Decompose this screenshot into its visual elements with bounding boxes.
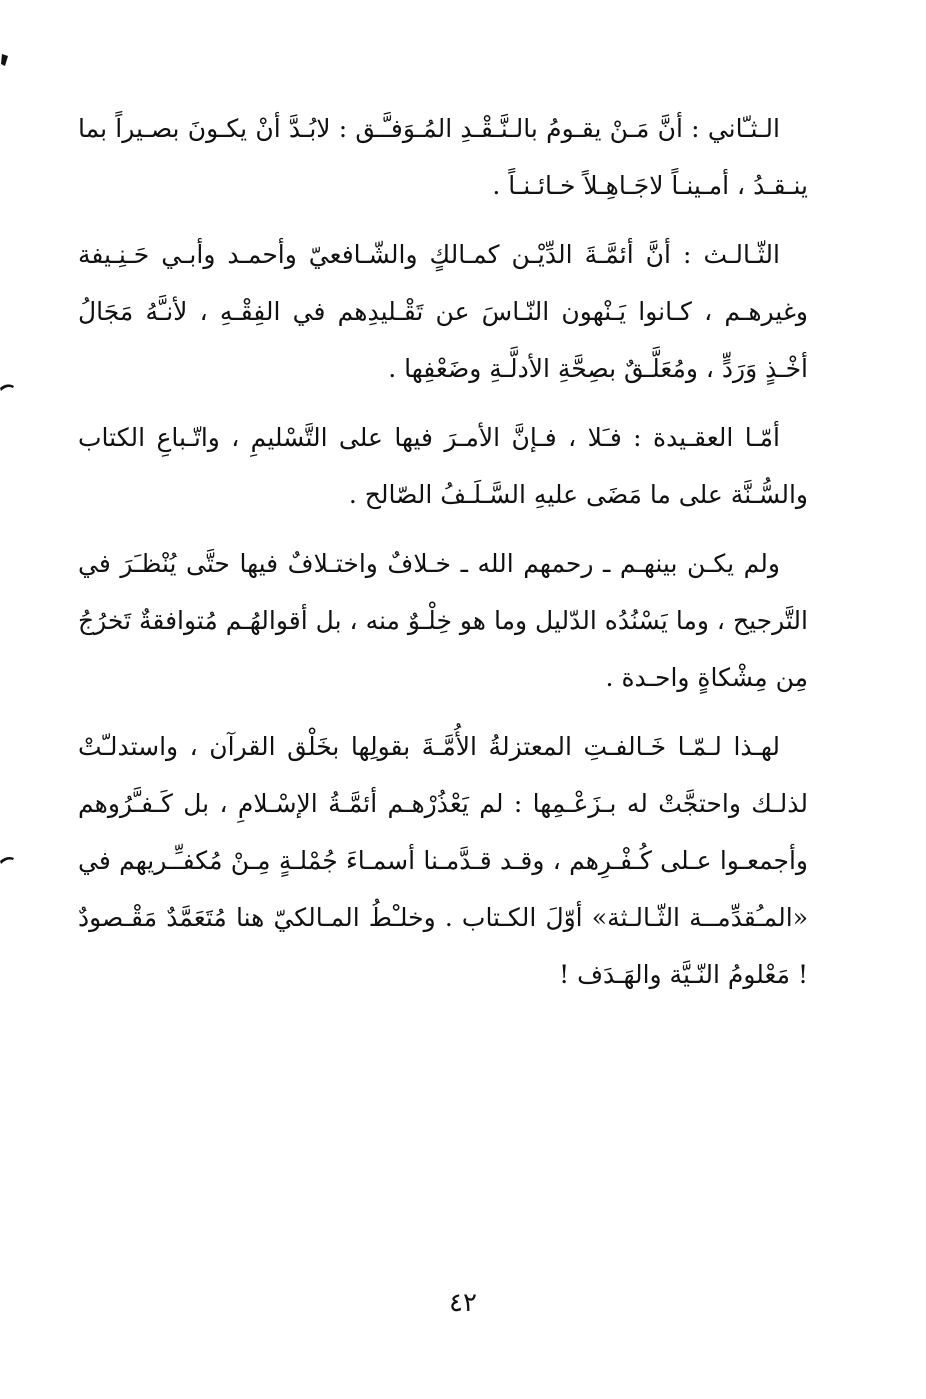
paragraph-mutazila: لهـذا لـمّـا خَـالفـتِ المعتزلةُ الأُمَّـةَ بقولِها بخَلْق القرآن ، واستدلـّتْ لذلـك واحتجَّتْ له بـزَعْـمِها : لم يَعْذُرْهـم أئمَّـةُ الإسْـلامِ ، بل كَـفـَّرُوهم وأجمعـوا عـلى كُـفْـرِهم ، وقـد قـدَّمـنا أسمـاءَ جُمْلـةٍ مِـنْ مُكفـِّـريهم في «المـُقدِّمــة الثّـالـثة» أوّلَ الكـتاب . وخلـْطُ المـالكيّ هنا مُتَعَمَّدٌ مَقْـصودٌ ! مَعْلومُ النّـيَّة والهَـدَف ! — [78, 732, 808, 989]
scan-edge-mark — [0, 853, 14, 869]
scan-edge-mark — [0, 380, 14, 396]
paragraph-no-disagreement: ولم يكـن بينهـم ـ رحمهم الله ـ خـلافٌ واختـلافٌ فيها حتَّى يُنْظـَرَ في التَّرجيح ، وما يَسْنُدُه الدّليل وما هو خِلْـوٌ منه ، بل أقوالهُـم مُتوافقةٌ تَخرُجُ مِن مِشْكاةٍ واحـدة . — [78, 549, 808, 692]
paragraph-third-point: الثّـالـث : أنَّ أئمَّـةَ الدِّيْـن كمـالكٍ والشّـافعيّ وأحمـد وأبـي حَـنِـيفة وغيرهـم ، كـانوا يَـنْهون النّـاسَ عن تَقْـليدِهم في الفِقْـهِ ، لأنـَّهُ مَجَالُ أخْـذٍ وَرَدٍّ ، ومُعَلَّـقٌ بصِحَّةِ الأدلَّـةِ وضَعْفِها . — [78, 240, 808, 383]
scan-edge-mark — [0, 52, 14, 68]
paragraph-creed: أمّـا العقـيدة : فـَلا ، فـإنَّ الأمـرَ فيها على التَّسْليمِ ، واتّـباعِ الكتاب والسُّـنَّة على ما مَضَى عليهِ السَّـلَـفُ الصّالح . — [78, 423, 808, 509]
page-number: ٤٢ — [449, 1288, 477, 1318]
paragraph-second-point: الـثـّاني : أنَّ مَـنْ يقـومُ بالـنَّـقْـدِ المُـوَفـَّـق : لابُـدَّ أنْ يكـونَ بصـيراً بما ينـقـدُ ، أمـينـاً لاجَـاهِـلاً خـائـنـاً . — [78, 114, 808, 200]
body-text — [78, 100, 808, 1015]
